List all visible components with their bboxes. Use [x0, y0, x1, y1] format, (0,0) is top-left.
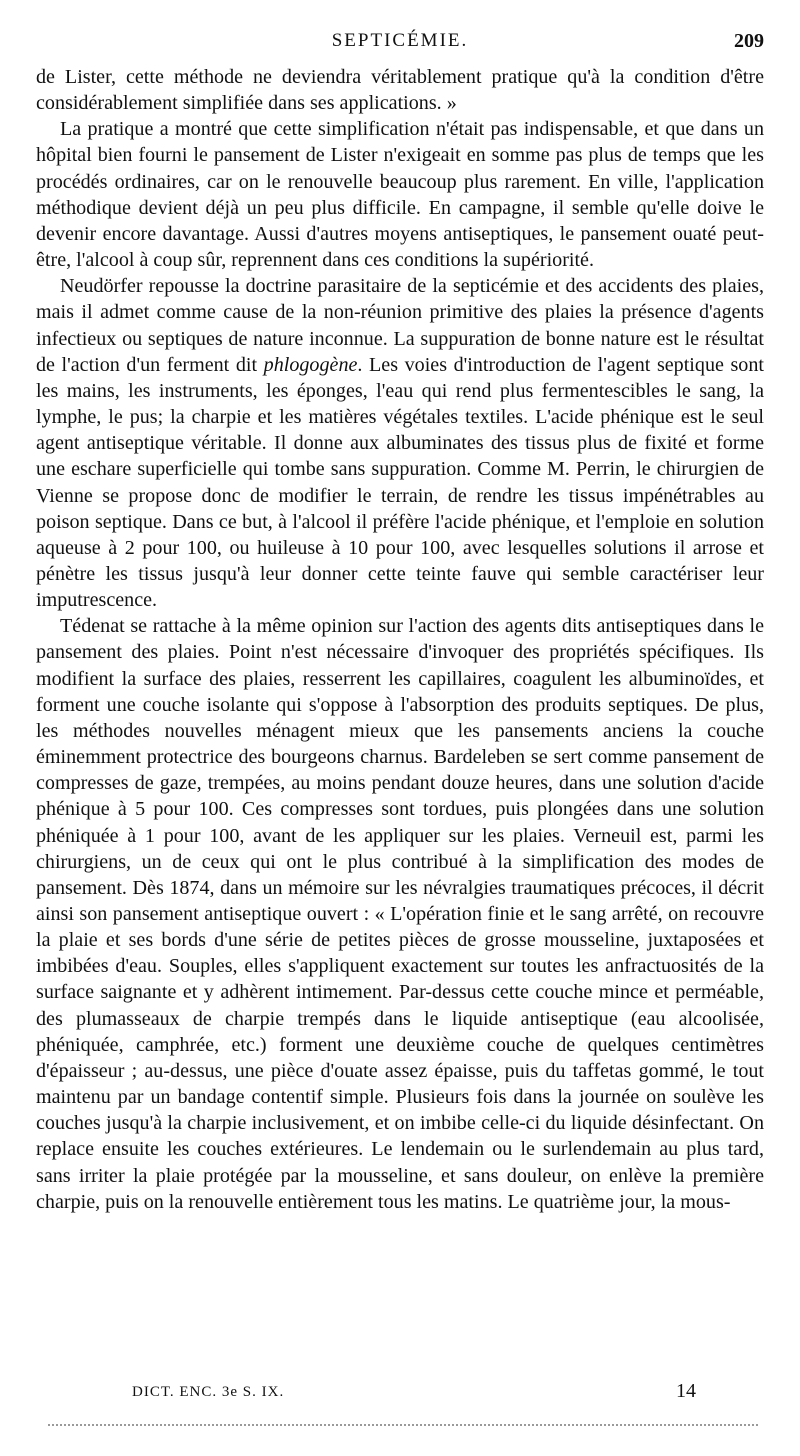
paragraph-neudorfer-part2: . Les voies d'introduction de l'agent septique sont les mains, les instruments, les éponges, l'eau qui rend plus fermentescibles le sang, la lymphe, le pus; la charpie et les matières végétales textiles. L'acide phénique est le seul agent antiseptique véritable. Il donne aux albuminates des tissus plus de fixité et forme une eschare superficielle qui tombe sans suppuration. Comme M. Perrin, le chirurgien de Vienne se propose donc de modifier le terrain, de rendre les tissus impénétrables au poison septique. Dans ce but, à l'alcool il préfère l'acide phénique, et l'emploie en solution aqueuse à 2 pour 100, ou huileuse à 10 pour 100, avec lesquelles solutions il arrose et pénètre les tissus jusqu'à leur donner cette teinte fauve qui semble caractériser leur imputrescence.	[36, 353, 764, 612]
running-title: SEPTICÉMIE.	[331, 30, 469, 51]
paragraph-tedenat: Tédenat se rattache à la même opinion sur l'action des agents dits antiseptiques dans le pansement des plaies. Point n'est nécessaire d'invoquer des propriétés spécifiques. Ils modifient la surface des plaies, resserrent les capillaires, coagulent les albuminoïdes, et forment une couche isolante qui s'oppose à l'absorption des produits septiques. De plus, les méthodes nouvelles ménagent mieux que les pansements anciens la couche éminemment protectrice des bourgeons charnus. Bardeleben se sert comme pansement de compresses de gaze, trempées, au moins pendant douze heures, dans une solution d'acide phénique à 5 pour 100. Ces compresses sont tordues, puis plongées dans une solution phéniquée à 1 pour 100, avant de les appliquer sur les plaies. Verneuil est, parmi les chirurgiens, un de ceux qui ont le plus contribué à la simplification des modes de pansement. Dès 1874, dans un mémoire sur les névralgies traumatiques précoces, il décrit ainsi son pansement antiseptique ouvert : « L'opération finie et le sang arrêté, on recouvre la plaie et ses bords d'une série de petites pièces de grosse mousseline, juxtaposées et imbibées d'eau. Souples, elles s'appliquent exactement sur toutes les anfractuosités de la surface saignante et y adhèrent intimement. Par-dessus cette couche mince et perméable, des plumasseaux de charpie trempés dans le liquide antiseptique (eau alcoolisée, phéniquée, camphrée, etc.) forment une deuxième couche de quelques centimètres d'épaisseur ; au-dessus, une pièce d'ouate assez épaisse, puis du taffetas gommé, le tout maintenu par un bandage contentif simple. Plusieurs fois dans la journée on soulève les couches jusqu'à la charpie inclusivement, et on imbibe celle-ci du liquide désinfectant. On replace ensuite les couches extérieures. Le lendemain ou le surlendemain au plus tard, sans irriter la plaie protégée par la mousseline, et sans douleur, on enlève la première charpie, puis on la renouvelle entièrement tous les matins. Le quatrième jour, la mous-	[36, 615, 764, 1213]
page-number: 209	[734, 30, 764, 52]
running-head	[36, 28, 764, 56]
sheet-number: 14	[676, 1380, 696, 1402]
page-footer	[36, 1380, 764, 1410]
paragraph-neudorfer	[36, 273, 764, 613]
paragraph-continued: de Lister, cette méthode ne deviendra véritablement pratique qu'à la condition d'être considérablement simplifiée dans ses applications. »	[36, 66, 764, 115]
italic-term-phlogogene: phlogogène	[263, 353, 358, 376]
paragraph-neudorfer-part1: Neudörfer repousse la doctrine parasitaire de la septicémie et des accidents des plaies, mais il admet comme cause de la non-réunion primitive des plaies la présence d'agents infectieux ou septiques de nature inconnue. La suppuration de bonne nature est le résultat de l'action d'un ferment dit	[36, 275, 764, 376]
body-text	[36, 64, 764, 1215]
printer-signature: DICT. ENC. 3e S. IX.	[132, 1384, 285, 1400]
bleed-through-divider	[48, 1424, 758, 1426]
paragraph-lister-practice: La pratique a montré que cette simplification n'était pas indispensable, et que dans un hôpital bien fourni le pansement de Lister n'exigeait en somme pas plus de temps que les procédés ordinaires, car on le renouvelle beaucoup plus rarement. En ville, l'application méthodique devient déjà un peu plus difficile. En campagne, il semble qu'elle doive le devenir encore davantage. Aussi d'autres moyens antiseptiques, le pansement ouaté peut-être, l'alcool à coup sûr, reprennent dans ces conditions la supériorité.	[36, 118, 764, 272]
